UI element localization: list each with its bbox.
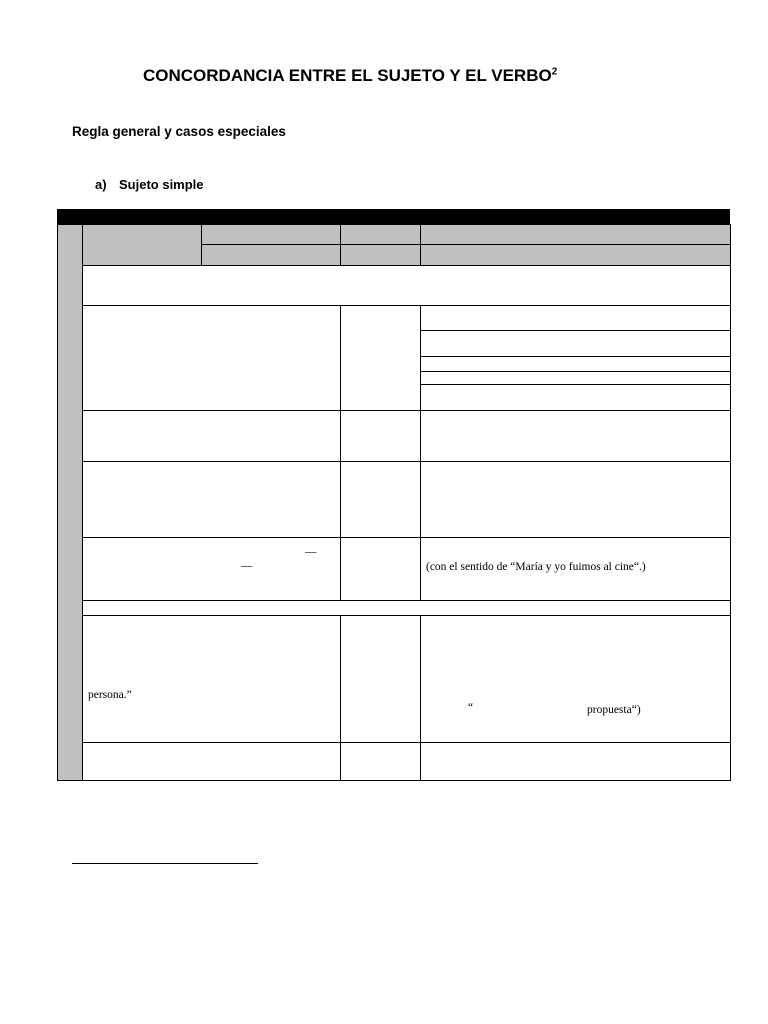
list-marker: a) <box>95 177 107 192</box>
document-title <box>143 66 557 86</box>
dash-mark: — <box>305 546 317 558</box>
table-cell <box>340 410 421 462</box>
table-cell <box>420 537 731 601</box>
table-cell <box>340 537 421 601</box>
table-cell <box>420 305 731 411</box>
table-header-cell <box>201 244 341 266</box>
table-cell <box>420 742 731 781</box>
table-cell <box>340 305 421 411</box>
table-header-bar <box>57 209 730 224</box>
footnote-separator <box>72 863 258 864</box>
example-note: (con el sentido de “María y yo fuimos al cine“.) <box>426 561 646 573</box>
table-header-cell <box>340 224 421 245</box>
row-divider <box>420 384 731 385</box>
table-header-cell <box>340 244 421 266</box>
table-row <box>82 600 731 616</box>
table-cell <box>82 461 341 538</box>
table-row <box>82 265 731 306</box>
table-cell <box>82 537 341 601</box>
propuesta-text: propuesta“) <box>587 704 641 716</box>
list-item-text: Sujeto simple <box>119 177 204 192</box>
table-cell <box>340 461 421 538</box>
row-divider <box>420 356 731 357</box>
title-text: CONCORDANCIA ENTRE EL SUJETO Y EL VERBO <box>143 66 552 85</box>
row-divider <box>420 371 731 372</box>
table-side-column <box>57 224 83 781</box>
persona-text: persona.” <box>88 689 132 701</box>
table-cell <box>82 615 341 743</box>
table-header-cell <box>201 224 341 245</box>
table-header-cell <box>420 244 731 266</box>
table-header-cell <box>82 224 202 266</box>
footnote-ref[interactable]: 2 <box>551 66 558 78</box>
open-quote: “ <box>468 702 474 714</box>
table-cell <box>420 410 731 462</box>
table-cell <box>420 461 731 538</box>
table-cell <box>420 615 731 743</box>
table-cell <box>82 410 341 462</box>
table-header-cell <box>420 224 731 245</box>
table-cell <box>340 615 421 743</box>
section-subtitle: Regla general y casos especiales <box>72 124 286 139</box>
dash-mark: — <box>241 560 253 572</box>
table-cell <box>340 742 421 781</box>
table-cell <box>82 742 341 781</box>
row-divider <box>420 330 731 331</box>
table-cell <box>82 305 341 411</box>
